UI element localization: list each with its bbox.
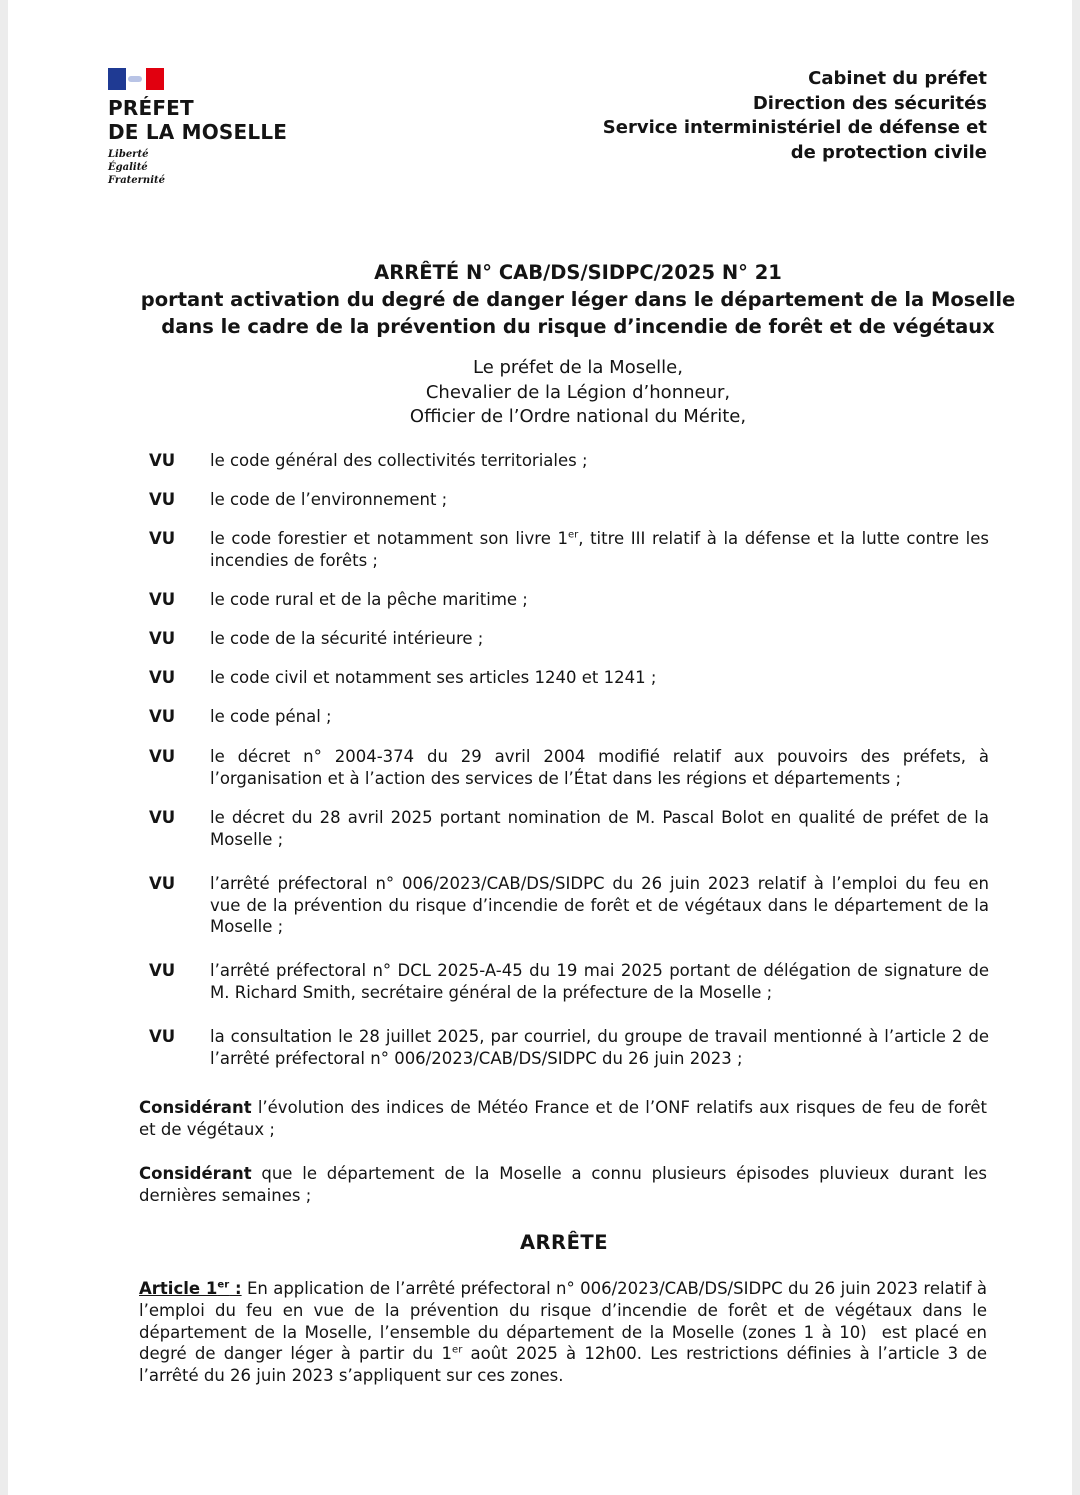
vu-label: VU [149, 961, 176, 980]
vu-text: le code civil et notamment ses articles 1240 et 1241 ; [210, 668, 657, 687]
vu-label: VU [149, 451, 176, 470]
vu-text: le décret du 28 avril 2025 portant nomination de M. Pascal Bolot en qualité de préfet de la Moselle ; [210, 808, 989, 849]
motto-egalite: Égalité [108, 162, 148, 173]
document-page [8, 0, 1072, 1495]
vu-label: VU [149, 707, 176, 726]
vu-label: VU [149, 590, 176, 609]
marianne-flag-icon [108, 68, 164, 90]
decree-title [108, 259, 1048, 340]
vu-label: VU [149, 490, 176, 509]
motto-fraternite: Fraternité [108, 175, 165, 186]
logo-title-line2: DE LA MOSELLE [108, 120, 288, 144]
republic-motto [108, 148, 287, 187]
logo-title-line1: PRÉFET [108, 96, 194, 120]
service-header [603, 67, 987, 165]
decree-number: ARRÊTÉ N° CAB/DS/SIDPC/2025 N° 21 [374, 261, 782, 284]
decree-subject-line2: dans le cadre de la prévention du risque d’incendie de forêt et de végétaux [161, 315, 995, 338]
arrete-heading: ARRÊTE [519, 1231, 609, 1254]
considerant-label: Considérant [139, 1098, 252, 1117]
considerant-label: Considérant [139, 1164, 252, 1183]
considerant-item [139, 1097, 987, 1140]
vu-text-part: le code forestier et notamment son livre 1er, titre III relatif à la défense et la lutte contre les incendies de forêts ; [210, 529, 990, 570]
vu-label: VU [149, 668, 176, 687]
motto-liberte: Liberté [108, 149, 149, 160]
prefet-line-3: Officier de l’Ordre national du Mérite, [409, 406, 747, 427]
service-line-1: Cabinet du préfet [808, 68, 987, 89]
prefet-line-1: Le préfet de la Moselle, [473, 357, 683, 378]
vu-text: le code de l’environnement ; [210, 490, 448, 509]
vu-label: VU [149, 629, 176, 648]
decree-subject-line1: portant activation du degré de danger léger dans le département de la Moselle [140, 288, 1016, 311]
considerant-text: l’évolution des indices de Météo France et de l’ONF relatifs aux risques de feu de forêt et de végétaux ; [139, 1098, 987, 1139]
prefecture-logo [108, 68, 287, 187]
vu-text: le code de la sécurité intérieure ; [210, 629, 484, 648]
vu-text [210, 528, 989, 571]
vu-text: l’arrêté préfectoral n° DCL 2025-A-45 du 19 mai 2025 portant de délégation de signature de M. Richard Smith, secrétaire général de la préfecture de la Moselle ; [210, 961, 989, 1002]
vu-text: le décret n° 2004-374 du 29 avril 2004 modifié relatif aux pouvoirs des préfets, à l’organisation et à l’action des services de l’État dans les régions et départements ; [210, 747, 989, 788]
vu-text: le code rural et de la pêche maritime ; [210, 590, 528, 609]
considerant-item [139, 1163, 987, 1206]
article-1-text-part: En application de l’arrêté préfectoral n° 006/2023/CAB/DS/SIDPC du 26 juin 2023 relatif à l’emploi du feu en vue de la prévention du risque d’incendie de forêt et de végétaux dans le département de la Moselle, l’ensemble du département de la Moselle (zones 1 à 10) est placé en degré de danger léger à partir du 1er août 2025 à 12h00. Les restrictions définies à l’article 3 de l’arrêté du 26 juin 2023 s’appliquent sur ces zones. [139, 1279, 987, 1386]
service-line-2: Direction des sécurités [752, 92, 987, 114]
vu-text: l’arrêté préfectoral n° 006/2023/CAB/DS/SIDPC du 26 juin 2023 relatif à l’emploi du feu en vue de la prévention du risque d’incendie de forêt et de végétaux dans le département de la Moselle ; [210, 874, 989, 936]
prefet-line-2: Chevalier de la Légion d’honneur, [425, 381, 731, 403]
service-line-3: Service interministériel de défense et [602, 117, 987, 138]
vu-label: VU [149, 808, 176, 827]
article-1-label: Article 1er : [139, 1279, 242, 1298]
considerant-text: que le département de la Moselle a connu plusieurs épisodes pluvieux durant les dernières semaines ; [139, 1164, 987, 1205]
vu-text: la consultation le 28 juillet 2025, par courriel, du groupe de travail mentionné à l’article 2 de l’arrêté préfectoral n° 006/2023/CAB/DS/SIDPC du 26 juin 2023 ; [210, 1027, 989, 1068]
article-1 [139, 1278, 987, 1387]
prefet-titles [108, 356, 1048, 430]
vu-label: VU [149, 747, 176, 766]
vu-label: VU [149, 529, 176, 548]
vu-text: le code pénal ; [210, 707, 332, 726]
logo-title [108, 96, 287, 144]
vu-label: VU [149, 874, 176, 893]
service-line-4: de protection civile [790, 141, 987, 163]
vu-label: VU [149, 1027, 176, 1046]
vu-text: le code général des collectivités territoriales ; [210, 451, 588, 470]
